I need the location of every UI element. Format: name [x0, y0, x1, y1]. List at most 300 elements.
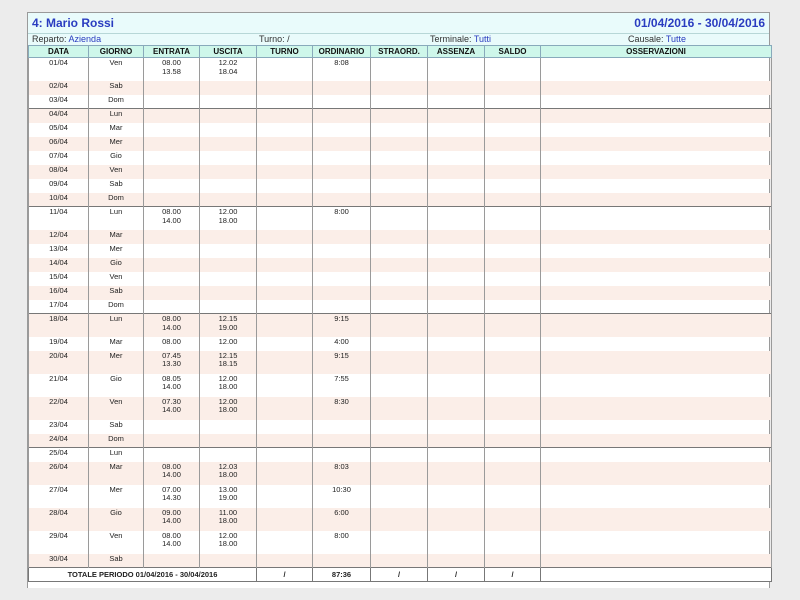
- cell-uscita: [200, 374, 257, 397]
- cell-data: [29, 462, 89, 485]
- totals-assenza: /: [428, 568, 485, 582]
- cell-saldo: [485, 179, 541, 193]
- cell-assenza: [428, 554, 485, 568]
- cell-data-value: 27/04: [49, 484, 68, 494]
- cell-assenza: [428, 434, 485, 448]
- cell-data-value: 06/04: [49, 136, 68, 146]
- cell-saldo: [485, 109, 541, 123]
- terminale-filter: [430, 34, 491, 44]
- cell-ordinario: [313, 314, 371, 337]
- cell-data-value: 19/04: [49, 336, 68, 346]
- cell-giorno: [89, 300, 144, 314]
- cell-osservazioni: [541, 434, 772, 448]
- cell-osservazioni: [541, 81, 772, 95]
- cell-uscita-value: 19.00: [218, 493, 238, 502]
- totals-saldo: /: [485, 568, 541, 582]
- causale-label: Causale:: [628, 34, 664, 44]
- table-row: [29, 462, 772, 485]
- cell-uscita: [200, 207, 257, 230]
- cell-uscita-value: 12.15: [218, 350, 238, 360]
- cell-entrata-value: 13.30: [162, 359, 181, 368]
- report-header: [28, 13, 769, 34]
- cell-entrata: [144, 244, 200, 258]
- cell-saldo: [485, 151, 541, 165]
- table-row: [29, 95, 772, 109]
- cell-data-value: 12/04: [49, 229, 68, 239]
- cell-turno: [257, 137, 313, 151]
- cell-data: [29, 554, 89, 568]
- cell-ordinario: [313, 531, 371, 554]
- cell-uscita: [200, 508, 257, 531]
- cell-turno: [257, 554, 313, 568]
- cell-osservazioni: [541, 397, 772, 420]
- cell-entrata: [144, 374, 200, 397]
- col-header-straord: STRAORD.: [371, 46, 428, 58]
- cell-giorno: [89, 244, 144, 258]
- cell-ordinario: [313, 420, 371, 434]
- cell-data: [29, 109, 89, 123]
- cell-data: [29, 258, 89, 272]
- col-header-data: DATA: [29, 46, 89, 58]
- cell-giorno: [89, 58, 144, 81]
- totals-osservazioni: [541, 568, 772, 582]
- cell-giorno: [89, 123, 144, 137]
- cell-uscita: [200, 337, 257, 351]
- table-row: [29, 300, 772, 314]
- cell-straord: [371, 179, 428, 193]
- cell-giorno: [89, 351, 144, 374]
- cell-entrata: [144, 531, 200, 554]
- cell-uscita: [200, 137, 257, 151]
- cell-entrata: [144, 420, 200, 434]
- table-row: [29, 207, 772, 230]
- cell-data-value: 18/04: [49, 314, 68, 323]
- table-row: [29, 554, 772, 568]
- cell-giorno: [89, 374, 144, 397]
- cell-entrata: [144, 165, 200, 179]
- cell-data: [29, 151, 89, 165]
- cell-uscita-value: 12.00: [218, 530, 238, 540]
- cell-data-value: 15/04: [49, 271, 68, 281]
- cell-giorno-value: Mar: [109, 336, 123, 346]
- cell-giorno: [89, 531, 144, 554]
- totals-straord: /: [371, 568, 428, 582]
- cell-entrata: [144, 351, 200, 374]
- cell-entrata: [144, 137, 200, 151]
- cell-turno: [257, 397, 313, 420]
- cell-assenza: [428, 374, 485, 397]
- cell-data-value: 22/04: [49, 396, 68, 406]
- cell-uscita: [200, 230, 257, 244]
- cell-entrata: [144, 95, 200, 109]
- totals-turno: /: [257, 568, 313, 582]
- cell-saldo: [485, 193, 541, 207]
- cell-uscita-value: 12.00: [218, 396, 238, 406]
- cell-data: [29, 244, 89, 258]
- cell-entrata-value: 07.45: [162, 350, 181, 360]
- cell-uscita: [200, 123, 257, 137]
- table-row: [29, 286, 772, 300]
- cell-turno: [257, 151, 313, 165]
- cell-ordinario: [313, 193, 371, 207]
- cell-turno: [257, 258, 313, 272]
- cell-giorno-value: Mar: [109, 122, 123, 132]
- cell-data: [29, 508, 89, 531]
- cell-assenza: [428, 137, 485, 151]
- cell-data-value: 05/04: [49, 122, 68, 132]
- cell-osservazioni: [541, 462, 772, 485]
- cell-straord: [371, 81, 428, 95]
- cell-data-value: 09/04: [49, 178, 68, 188]
- cell-entrata: [144, 462, 200, 485]
- cell-giorno-value: Dom: [108, 433, 124, 443]
- cell-saldo: [485, 300, 541, 314]
- cell-straord: [371, 193, 428, 207]
- cell-osservazioni: [541, 286, 772, 300]
- cell-uscita: [200, 193, 257, 207]
- reparto-label: Reparto:: [32, 34, 67, 44]
- cell-entrata: [144, 448, 200, 462]
- cell-data-value: 24/04: [49, 433, 68, 443]
- cell-ordinario: [313, 286, 371, 300]
- cell-turno: [257, 95, 313, 109]
- cell-data: [29, 420, 89, 434]
- cell-entrata: [144, 554, 200, 568]
- cell-assenza: [428, 179, 485, 193]
- cell-uscita-value: 12.00: [218, 336, 238, 346]
- cell-ordinario: [313, 272, 371, 286]
- cell-entrata-value: 08.00: [162, 336, 181, 346]
- table-row: [29, 448, 772, 462]
- cell-saldo: [485, 448, 541, 462]
- cell-uscita-value: 12.00: [218, 207, 238, 216]
- cell-assenza: [428, 420, 485, 434]
- cell-entrata-value: 14.00: [162, 539, 181, 548]
- cell-giorno: [89, 462, 144, 485]
- cell-straord: [371, 314, 428, 337]
- cell-entrata: [144, 258, 200, 272]
- cell-turno: [257, 230, 313, 244]
- table-row: [29, 531, 772, 554]
- cell-uscita-value: 12.00: [218, 373, 238, 383]
- cell-saldo: [485, 462, 541, 485]
- turno-label: Turno: /: [259, 34, 290, 44]
- cell-data-value: 10/04: [49, 192, 68, 202]
- table-row: [29, 258, 772, 272]
- cell-data-value: 14/04: [49, 257, 68, 267]
- table-row: [29, 244, 772, 258]
- cell-osservazioni: [541, 351, 772, 374]
- cell-osservazioni: [541, 123, 772, 137]
- terminale-value: Tutti: [473, 34, 492, 44]
- cell-straord: [371, 244, 428, 258]
- cell-giorno-value: Mar: [109, 461, 123, 471]
- cell-ordinario: [313, 462, 371, 485]
- cell-giorno-value: Sab: [109, 80, 123, 90]
- cell-osservazioni: [541, 137, 772, 151]
- table-row: [29, 230, 772, 244]
- cell-data-value: 26/04: [49, 461, 68, 471]
- cell-giorno: [89, 230, 144, 244]
- cell-data-value: 21/04: [49, 373, 68, 383]
- cell-uscita: [200, 272, 257, 286]
- cell-data: [29, 286, 89, 300]
- totals-ordinario: 87:36: [313, 568, 371, 582]
- table-row: [29, 81, 772, 95]
- attendance-table: [28, 45, 772, 582]
- cell-entrata: [144, 109, 200, 123]
- cell-turno: [257, 337, 313, 351]
- cell-assenza: [428, 397, 485, 420]
- cell-straord: [371, 485, 428, 508]
- cell-assenza: [428, 272, 485, 286]
- cell-straord: [371, 374, 428, 397]
- cell-straord: [371, 300, 428, 314]
- cell-giorno: [89, 420, 144, 434]
- cell-assenza: [428, 531, 485, 554]
- cell-ordinario-value: 9:15: [334, 314, 349, 323]
- cell-assenza: [428, 58, 485, 81]
- cell-assenza: [428, 244, 485, 258]
- cell-giorno: [89, 137, 144, 151]
- cell-giorno-value: Lun: [109, 207, 123, 216]
- cell-uscita: [200, 81, 257, 95]
- cell-uscita: [200, 397, 257, 420]
- cell-giorno: [89, 165, 144, 179]
- cell-ordinario-value: 8:03: [334, 461, 349, 471]
- cell-turno: [257, 272, 313, 286]
- cell-entrata: [144, 179, 200, 193]
- table-row: [29, 179, 772, 193]
- table-row: [29, 272, 772, 286]
- cell-straord: [371, 397, 428, 420]
- period-range: 01/04/2016 - 30/04/2016: [634, 16, 765, 30]
- cell-turno: [257, 81, 313, 95]
- cell-uscita: [200, 420, 257, 434]
- cell-entrata-value: 14.00: [162, 516, 181, 525]
- cell-giorno-value: Sab: [109, 285, 123, 295]
- cell-entrata-value: 14.00: [162, 405, 181, 414]
- cell-entrata: [144, 151, 200, 165]
- cell-giorno-value: Ven: [109, 396, 123, 406]
- table-row: [29, 314, 772, 337]
- col-header-ordinario: ORDINARIO: [313, 46, 371, 58]
- cell-osservazioni: [541, 207, 772, 230]
- cell-assenza: [428, 230, 485, 244]
- cell-straord: [371, 554, 428, 568]
- cell-entrata-value: 08.00: [162, 461, 181, 471]
- table-row: [29, 58, 772, 81]
- cell-turno: [257, 462, 313, 485]
- cell-giorno-value: Mer: [109, 243, 123, 253]
- cell-data: [29, 314, 89, 337]
- cell-turno: [257, 109, 313, 123]
- cell-data-value: 13/04: [49, 243, 68, 253]
- cell-uscita: [200, 434, 257, 448]
- cell-entrata-value: 14.00: [162, 322, 181, 332]
- cell-ordinario: [313, 337, 371, 351]
- cell-turno: [257, 193, 313, 207]
- cell-ordinario: [313, 81, 371, 95]
- cell-entrata: [144, 485, 200, 508]
- cell-straord: [371, 448, 428, 462]
- cell-giorno: [89, 272, 144, 286]
- cell-giorno: [89, 207, 144, 230]
- cell-giorno-value: Mar: [109, 229, 123, 239]
- table-row: [29, 123, 772, 137]
- cell-saldo: [485, 207, 541, 230]
- cell-saldo: [485, 397, 541, 420]
- cell-entrata: [144, 508, 200, 531]
- cell-assenza: [428, 207, 485, 230]
- cell-entrata: [144, 230, 200, 244]
- cell-data-value: 17/04: [49, 299, 68, 309]
- cell-turno: [257, 448, 313, 462]
- cell-assenza: [428, 165, 485, 179]
- cell-uscita: [200, 258, 257, 272]
- cell-turno: [257, 165, 313, 179]
- cell-uscita-value: 11.00: [218, 507, 238, 517]
- cell-saldo: [485, 258, 541, 272]
- cell-turno: [257, 58, 313, 81]
- cell-uscita-value: 19.00: [218, 322, 238, 332]
- cell-entrata: [144, 286, 200, 300]
- cell-uscita-value: 18.00: [218, 470, 238, 479]
- cell-uscita: [200, 58, 257, 81]
- cell-turno: [257, 508, 313, 531]
- cell-giorno-value: Gio: [110, 150, 122, 160]
- cell-data-value: 02/04: [49, 80, 68, 90]
- cell-straord: [371, 531, 428, 554]
- cell-data-value: 01/04: [49, 58, 68, 67]
- cell-data: [29, 300, 89, 314]
- cell-entrata-value: 14.00: [162, 382, 181, 391]
- cell-data-value: 11/04: [49, 207, 68, 216]
- cell-assenza: [428, 151, 485, 165]
- cell-uscita: [200, 485, 257, 508]
- cell-giorno: [89, 314, 144, 337]
- col-header-osservazioni: OSSERVAZIONI: [541, 46, 772, 58]
- cell-giorno-value: Sab: [109, 553, 123, 563]
- cell-assenza: [428, 258, 485, 272]
- cell-uscita: [200, 165, 257, 179]
- cell-data-value: 25/04: [49, 448, 68, 457]
- cell-data: [29, 485, 89, 508]
- cell-uscita: [200, 462, 257, 485]
- cell-uscita: [200, 95, 257, 109]
- cell-giorno: [89, 179, 144, 193]
- cell-giorno-value: Ven: [109, 58, 123, 67]
- cell-osservazioni: [541, 374, 772, 397]
- cell-uscita-value: 12.03: [218, 461, 238, 471]
- cell-ordinario: [313, 351, 371, 374]
- cell-assenza: [428, 95, 485, 109]
- cell-data: [29, 397, 89, 420]
- cell-entrata-value: 13.58: [162, 66, 181, 76]
- cell-osservazioni: [541, 314, 772, 337]
- table-row: [29, 151, 772, 165]
- cell-uscita-value: 13.00: [218, 484, 238, 494]
- cell-ordinario-value: 4:00: [334, 336, 349, 346]
- col-header-saldo: SALDO: [485, 46, 541, 58]
- report-filters: [28, 34, 769, 45]
- turno-filter: [259, 34, 290, 44]
- cell-data-value: 29/04: [49, 530, 68, 540]
- cell-uscita: [200, 351, 257, 374]
- cell-uscita-value: 18.00: [218, 516, 238, 525]
- cell-giorno-value: Mer: [109, 136, 123, 146]
- cell-entrata-value: 08.00: [162, 58, 181, 67]
- cell-giorno: [89, 109, 144, 123]
- cell-uscita-value: 12.02: [218, 58, 238, 67]
- cell-osservazioni: [541, 109, 772, 123]
- cell-straord: [371, 207, 428, 230]
- cell-straord: [371, 420, 428, 434]
- cell-saldo: [485, 230, 541, 244]
- cell-uscita: [200, 151, 257, 165]
- cell-straord: [371, 434, 428, 448]
- cell-osservazioni: [541, 95, 772, 109]
- cell-uscita-value: 18.00: [218, 539, 238, 548]
- cell-ordinario-value: 7:55: [334, 373, 349, 383]
- cell-data: [29, 448, 89, 462]
- cell-giorno: [89, 554, 144, 568]
- cell-giorno: [89, 151, 144, 165]
- cell-entrata: [144, 300, 200, 314]
- cell-osservazioni: [541, 337, 772, 351]
- cell-straord: [371, 272, 428, 286]
- cell-osservazioni: [541, 179, 772, 193]
- cell-ordinario: [313, 58, 371, 81]
- cell-saldo: [485, 374, 541, 397]
- cell-straord: [371, 258, 428, 272]
- cell-data: [29, 95, 89, 109]
- cell-giorno-value: Mer: [109, 484, 123, 494]
- terminale-label: Terminale:: [430, 34, 472, 44]
- cell-straord: [371, 230, 428, 244]
- cell-giorno: [89, 397, 144, 420]
- cell-giorno: [89, 286, 144, 300]
- cell-assenza: [428, 351, 485, 374]
- cell-uscita-value: 18.00: [218, 215, 238, 225]
- cell-saldo: [485, 351, 541, 374]
- cell-straord: [371, 109, 428, 123]
- cell-straord: [371, 286, 428, 300]
- cell-entrata-value: 07.00: [162, 484, 181, 494]
- cell-data-value: 20/04: [49, 350, 68, 360]
- cell-assenza: [428, 337, 485, 351]
- cell-data: [29, 81, 89, 95]
- cell-turno: [257, 531, 313, 554]
- cell-giorno-value: Ven: [109, 530, 123, 540]
- col-header-giorno: GIORNO: [89, 46, 144, 58]
- cell-ordinario: [313, 485, 371, 508]
- cell-assenza: [428, 123, 485, 137]
- cell-data: [29, 230, 89, 244]
- cell-osservazioni: [541, 448, 772, 462]
- employee-name: 4: Mario Rossi: [32, 16, 115, 30]
- table-row: [29, 485, 772, 508]
- cell-osservazioni: [541, 58, 772, 81]
- cell-giorno: [89, 258, 144, 272]
- cell-entrata: [144, 314, 200, 337]
- cell-ordinario: [313, 244, 371, 258]
- cell-osservazioni: [541, 531, 772, 554]
- cell-data: [29, 207, 89, 230]
- table-row: [29, 137, 772, 151]
- cell-entrata-value: 07.30: [162, 396, 181, 406]
- cell-giorno: [89, 81, 144, 95]
